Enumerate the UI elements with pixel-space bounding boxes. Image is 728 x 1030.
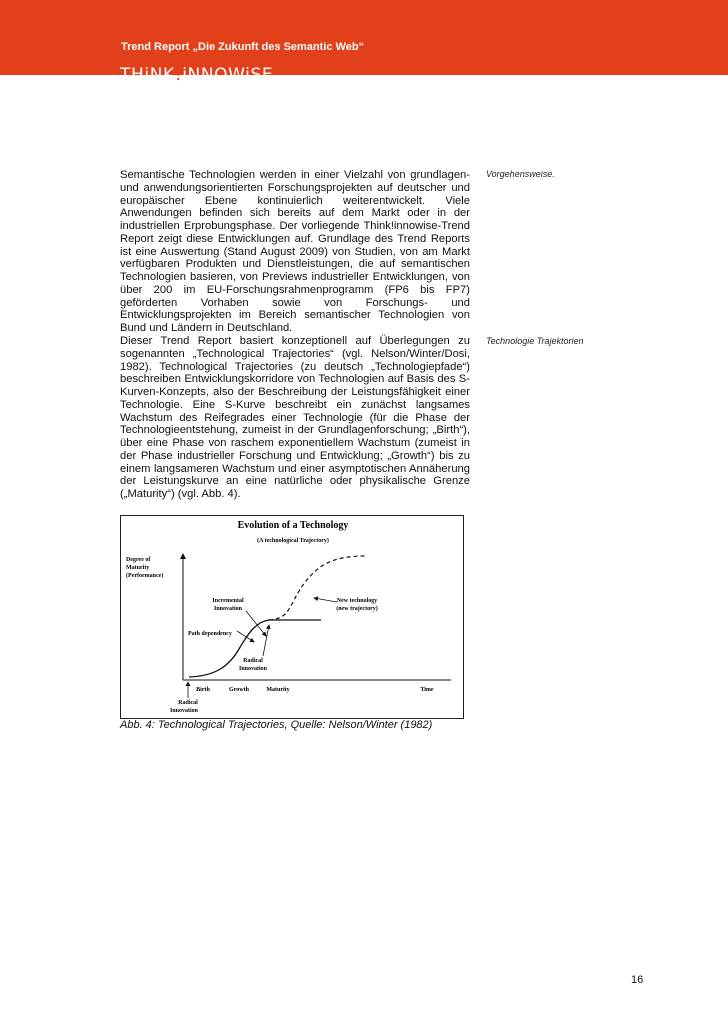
new-tech-arrow [314,598,337,602]
margin-note-procedure: Vorgehensweise. [486,169,555,179]
margin-note-trajectories: Technologie Trajektorien [486,336,584,346]
ylabel-line-3: (Performance) [126,573,164,579]
incremental-label-2: Innovation [213,606,243,612]
ylabel-line-2: Maturity [126,565,150,571]
paragraph-semantic-technologies: Semantische Technologien werden in einer Vielzahl von grundlagen- und anwendungsorientierten Forschungsprojekten auf deutscher und europäischer Ebene kontinuierlich weiterentwickelt. Viele Anwendungen befinden sich bereits auf dem Markt oder in der industriellen Erprobungsphase. Der vorliegende Think!innowise-Trend Report zeigt diese Entwicklungen auf. Grundlage des Trend Reports ist eine Auswertung (Stand August 2009) von Studien, von am Markt verfügbaren Produkten und Dienstleistungen, die auf semantischen Technologien basieren, von Previews industrieller Entwicklungen, von über 200 im EU-Forschungsrahmenprogramm (FP6 bis FP7) geförderten Vorhaben sowie von Forschungs- und Entwicklungsprojekten im Bereich semantischer Technologien von Bund und Ländern in Deutschland. [120,169,470,334]
technology-evolution-figure [120,515,464,719]
x-label-time: Time [420,687,434,693]
page-number: 16 [631,974,644,986]
radical-mid-arrow [263,625,269,656]
report-title: Trend Report „Die Zukunft des Semantic Web“ [121,41,365,53]
x-label-growth: Growth [229,687,249,693]
logo-text-think: THiNK [120,65,175,85]
logo-text-innowise: iNNOWiSE [182,65,274,85]
new-tech-label-2: (new trajectory) [336,606,378,612]
radical-bottom-label-1: Radical [178,700,198,706]
x-label-birth: Birth [196,687,210,693]
figure-subtitle: (A technological Trajectory) [257,538,329,544]
brand-logo [120,66,273,84]
figure-caption: Abb. 4: Technological Trajectories, Quelle: Nelson/Winter (1982) [120,719,433,731]
ylabel-line-1: Degree of [126,557,151,563]
incremental-label-1: Incremental [212,598,244,604]
radical-mid-label-1: Radical [243,658,263,664]
logo-exclamation: ! [174,65,183,85]
figure-title: Evolution of a Technology [237,520,349,531]
radical-mid-label-2: Innovation [238,666,268,672]
x-label-maturity: Maturity [266,687,290,693]
new-tech-label-1: New technology [336,598,378,604]
radical-bottom-label-2: Innovation [169,708,199,714]
path-dependency-arrow [237,631,254,642]
trajectory-diagram [121,516,463,718]
header-bar [0,0,728,85]
paragraph-trend-report-basis: Dieser Trend Report basiert konzeptionell auf Überlegungen zu sogenannten „Technological Trajectories“ (vgl. Nelson/Winter/Dosi, 1982). Technological Trajectories (zu deutsch „Technologiepfade“) beschreiben Entwicklungskorridore von Technologien auf Basis des S-Kurven-Konzepts, also der Beschreibung der Leistungsfähigkeit einer Technologie. Eine S-Kurve beschreibt ein zunächst langsames Wachstum des Reifegrades einer Technologie (für die Phase der Technologieentstehung, zumeist in der Grundlagenforschung; „Birth“), über eine Phase von raschem exponentiellem Wachstum (zumeist in der Phase industrieller Forschung und Entwicklung; „Growth“) bis zu einem langsameren Wachstum und einer asymptotischen Annäherung der Leistungskurve an eine natürliche oder physikalische Grenze („Maturity“) (vgl. Abb. 4). [120,335,470,500]
incremental-arrow [246,611,266,636]
path-dependency-label: Path dependency [188,631,232,637]
